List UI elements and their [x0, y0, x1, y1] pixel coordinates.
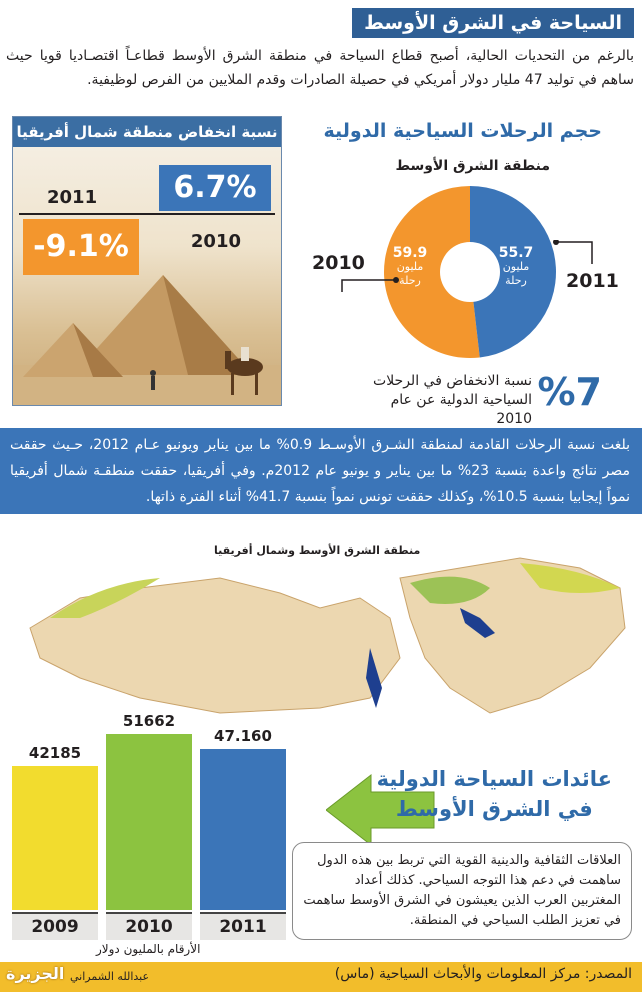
- trips-subtitle: منطقة الشرق الأوسط: [395, 158, 550, 174]
- stats-band: بلغت نسبة الرحلات القادمة لمنطقة الشـرق الأوسـط 0.9% ما بين يناير ويونيو عـام 2012، حـيث حققت مصر نتائج واعدة بنسبة 23% ما بين يناير و يونيو عام 2012م. وفي أفريقيا، حققت منطقـة شمال أفريقيا نمواً إيجابيا بنسبة 10.5%، وكذلك حققت تونس نمواً بنسبة 41.7% أثناء الفترة ذاتها.: [0, 428, 642, 514]
- mena-map: [20, 548, 630, 718]
- donut-value-2011: 55.7: [498, 245, 534, 261]
- map-label: منطقة الشرق الأوسط وشمال أفريقيا: [214, 544, 421, 557]
- intro-paragraph: بالرغم من التحديات الحالية، أصبح قطاع السياحة في منطقة الشرق الأوسط قطاعـاً اقتصـاديا قويا حيث ساهم في توليد 47 مليار دولار أمريكي في حصيلة الصادرات وقدم الملايين من الفرص لوظيفية.: [6, 48, 634, 88]
- bar-value-2011: 47.160: [214, 727, 272, 745]
- bar-value-2010: 51662: [122, 712, 176, 730]
- revenue-title-line2: في الشرق الأوسط: [395, 797, 593, 821]
- donut-unit-1b: مليون: [502, 260, 530, 273]
- newspaper-logo: الجزيرة: [6, 964, 65, 983]
- bar-year-2009: 2009: [12, 912, 98, 940]
- north-africa-year-2011: 2011: [47, 187, 98, 208]
- donut-unit-1: مليون: [396, 260, 424, 273]
- revenue-title: [377, 764, 612, 824]
- donut-unit-2: رحلة: [399, 274, 421, 287]
- source-text: المصدر: مركز المعلومات والأبحاث السياحية (ماس): [334, 966, 632, 982]
- north-africa-header: نسبة انخفاض منطقة شمال أفريقيا: [13, 117, 281, 147]
- revenue-title-line1: عائدات السياحة الدولية: [376, 767, 612, 791]
- bar-value-2009: 42185: [28, 744, 82, 762]
- revenue-note: العلاقات الثقافية والدينية القوية التي تربط بين هذه الدول ساهمت في دعم هذا التوجه السياحي. كذلك أعداد المغتربين العرب الذين يعيشون في الشرق الأوسط ساهمت في تعزيز الطلب السياحي في المنطقة.: [292, 842, 632, 940]
- revenue-bar-chart: [0, 700, 320, 910]
- decline-percentage: %7: [537, 370, 602, 414]
- north-africa-divider: [19, 213, 275, 215]
- north-africa-2010-value: 6.7%: [159, 165, 271, 211]
- donut-value-2010: 59.9: [392, 245, 428, 261]
- bar-2009: [12, 766, 98, 910]
- bar-2010: [106, 734, 192, 910]
- bar-unit-note: الأرقام بالمليون دولار: [96, 942, 201, 956]
- donut-year-2010: 2010: [312, 252, 365, 274]
- north-africa-year-2010: 2010: [190, 231, 241, 252]
- pyramids-illustration: [13, 255, 281, 405]
- bar-year-2010: 2010: [106, 912, 192, 940]
- bar-2011: [200, 749, 286, 910]
- page-title: السياحة في الشرق الأوسط: [352, 8, 634, 38]
- author-name: عبدالله الشمراني: [70, 970, 150, 983]
- north-africa-panel: [12, 116, 282, 406]
- donut-unit-2b: رحلة: [505, 274, 527, 287]
- donut-year-2011: 2011: [566, 270, 619, 292]
- bar-year-2011: 2011: [200, 912, 286, 940]
- trips-title: حجم الرحلات السياحية الدولية: [323, 120, 602, 142]
- north-africa-2011-value: -9.1%: [23, 219, 139, 275]
- decline-description: نسبة الانخفاض في الرحلات السياحية الدولية عن عام 2010: [373, 373, 532, 427]
